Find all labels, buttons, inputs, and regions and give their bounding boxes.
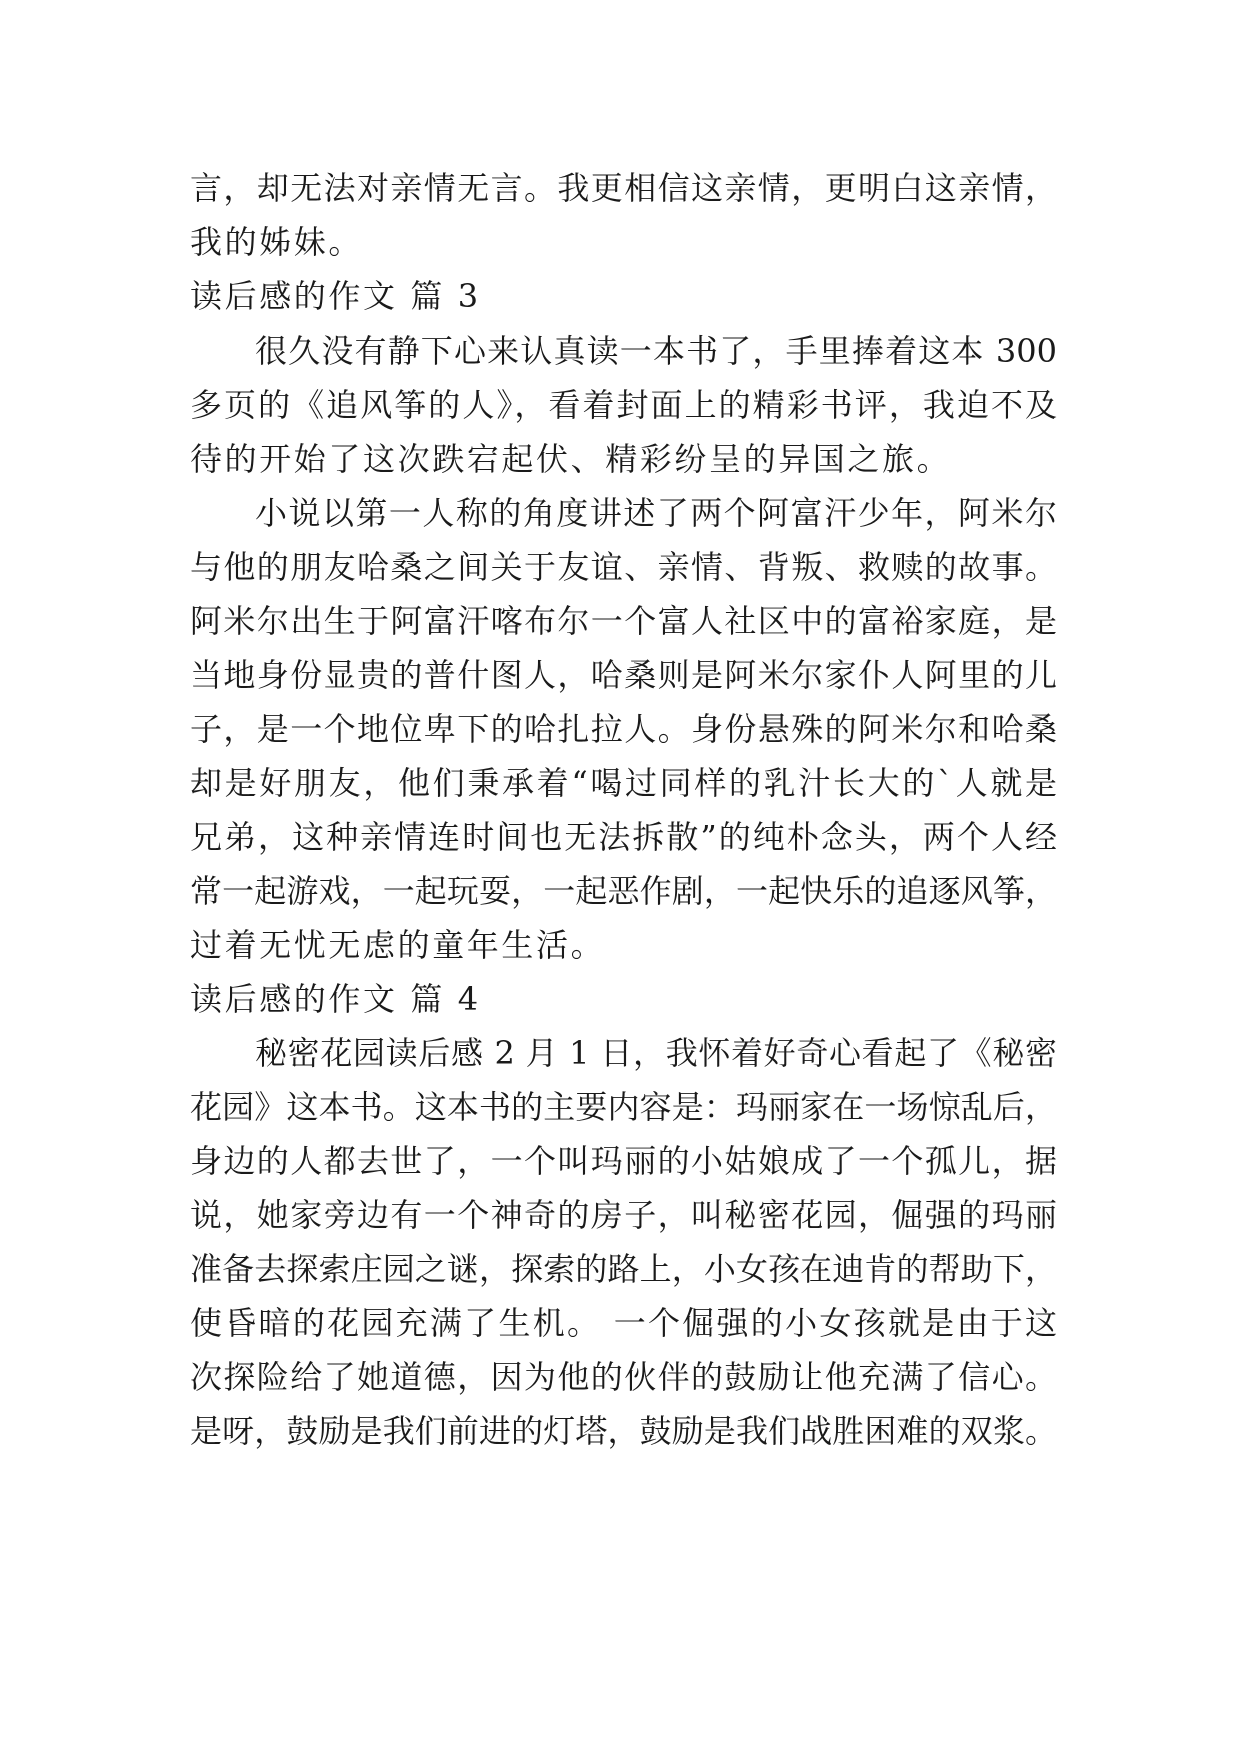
paragraph-line: 当地身份显贵的普什图人，哈桑则是阿米尔家仆人阿里的儿 [190,656,1057,694]
paragraph-line: 花园》这本书。这本书的主要内容是：玛丽家在一场惊乱后， [190,1088,1057,1126]
paragraph-line: 过着无忧无虑的童年生活。 [190,926,606,964]
section-heading: 读后感的作文 篇 4 [190,980,481,1018]
paragraph-line: 言，却无法对亲情无言。我更相信这亲情，更明白这亲情， [190,169,1057,207]
paragraph-line: 准备去探索庄园之谜，探索的路上，小女孩在迪肯的帮助下， [190,1250,1057,1288]
section-heading: 读后感的作文 篇 3 [190,277,481,315]
paragraph-line: 多页的《追风筝的人》，看着封面上的精彩书评，我迫不及 [190,386,1057,424]
paragraph-line: 身边的人都去世了，一个叫玛丽的小姑娘成了一个孤儿，据 [190,1142,1057,1180]
paragraph-line: 我的姊妹。 [190,223,364,261]
paragraph-line: 待的开始了这次跌宕起伏、精彩纷呈的异国之旅。 [190,440,952,478]
paragraph-line: 小说以第一人称的角度讲述了两个阿富汗少年，阿米尔 [255,494,1057,532]
paragraph-line: 是呀，鼓励是我们前进的灯塔，鼓励是我们战胜困难的双浆。 [190,1412,1057,1450]
paragraph-line: 说，她家旁边有一个神奇的房子，叫秘密花园，倔强的玛丽 [190,1196,1057,1234]
paragraph-line: 次探险给了她道德，因为他的伙伴的鼓励让他充满了信心。 [190,1358,1057,1396]
paragraph-line: 却是好朋友，他们秉承着“喝过同样的乳汁长大的`人就是 [190,764,1057,802]
paragraph-line: 子，是一个地位卑下的哈扎拉人。身份悬殊的阿米尔和哈桑 [190,710,1057,748]
paragraph-line: 很久没有静下心来认真读一本书了，手里捧着这本 300 [255,332,1057,370]
paragraph-line: 使昏暗的花园充满了生机。 一个倔强的小女孩就是由于这 [190,1304,1057,1342]
paragraph-line: 兄弟，这种亲情连时间也无法拆散”的纯朴念头，两个人经 [190,818,1057,856]
paragraph-line: 与他的朋友哈桑之间关于友谊、亲情、背叛、救赎的故事。 [190,548,1057,586]
paragraph-line: 常一起游戏，一起玩耍，一起恶作剧，一起快乐的追逐风筝， [190,872,1057,910]
paragraph-line: 阿米尔出生于阿富汗喀布尔一个富人社区中的富裕家庭，是 [190,602,1057,640]
paragraph-line: 秘密花园读后感 2 月 1 日，我怀着好奇心看起了《秘密 [255,1034,1057,1072]
